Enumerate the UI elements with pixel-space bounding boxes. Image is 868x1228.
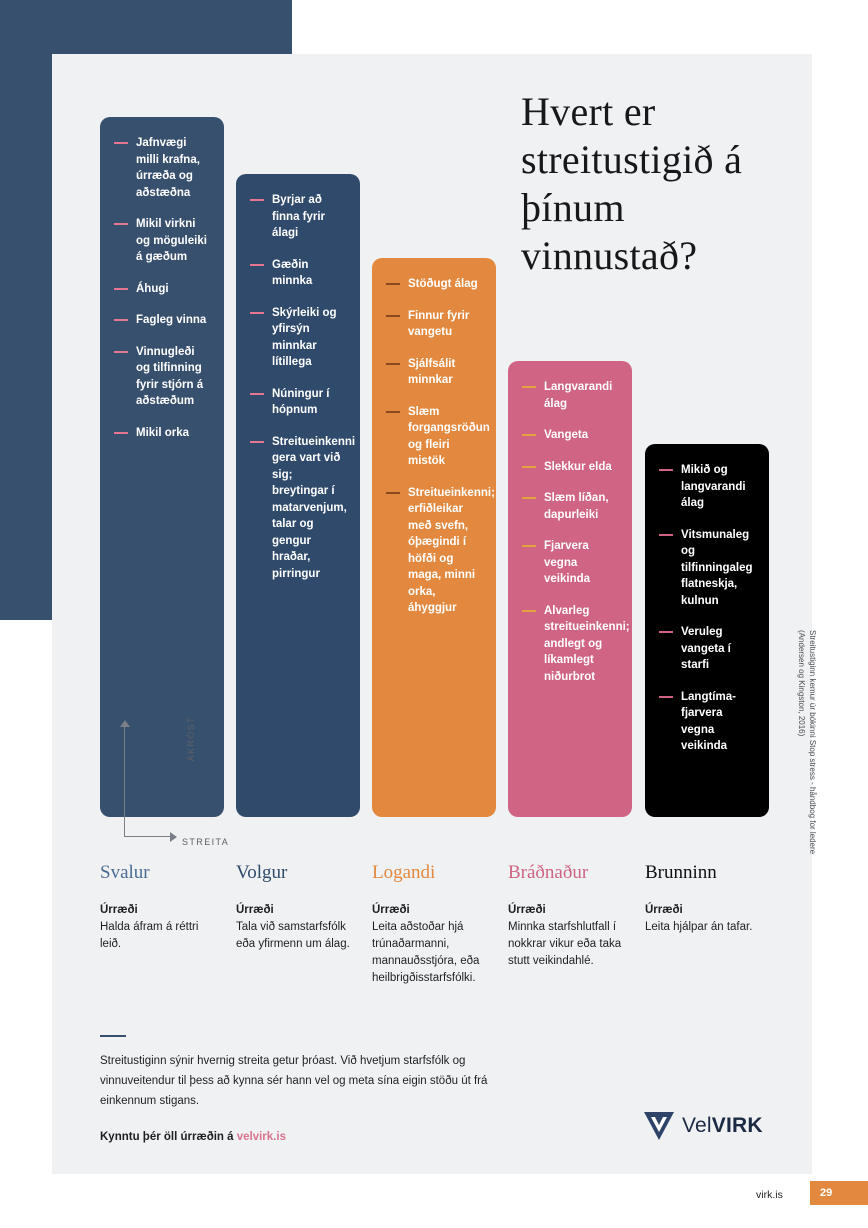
list-item-label: Stöðugt álag — [408, 278, 478, 290]
stage-bar-svalur — [100, 117, 224, 817]
list-item-label: Skýrleiki og yfirsýn minnkar lítillega — [272, 306, 337, 368]
footer-cta — [100, 1129, 530, 1146]
list-item-label: Gæðin minnka — [272, 258, 313, 287]
dash-icon — [659, 631, 673, 633]
list-item — [522, 379, 618, 412]
stage-bar-bradnadur — [508, 361, 632, 817]
list-item — [250, 434, 356, 583]
list-item — [386, 404, 490, 470]
stage-bar-logandi — [372, 258, 496, 817]
velvirk-logo — [644, 1110, 770, 1142]
stage-items-svalur — [114, 135, 210, 441]
list-item — [250, 386, 346, 419]
axis-vertical-label: ÁKRÓST — [186, 716, 196, 762]
list-item-label: Mikil orka — [136, 426, 190, 439]
list-item — [386, 276, 482, 293]
list-item-label: Núningur í hópnum — [272, 387, 330, 416]
dash-icon — [522, 386, 536, 388]
list-item — [386, 485, 495, 617]
dash-icon — [250, 312, 264, 314]
dash-icon — [386, 315, 400, 317]
logo-text-bold: VIRK — [711, 1114, 763, 1137]
list-item — [386, 356, 482, 389]
list-item — [114, 281, 210, 298]
page-footer-bar — [0, 1174, 868, 1228]
stage-name: Volgur — [236, 862, 288, 883]
list-item — [114, 344, 210, 410]
stage-items-brunninn — [659, 462, 755, 755]
list-item — [250, 257, 346, 290]
side-credit-text: Streitustiginn kemur úr bókinni Stop stress - håndbog for ledere (Andersen og Kingston, 2016) — [797, 630, 817, 855]
page-number: 29 — [820, 1187, 833, 1199]
axis-vertical-line — [124, 726, 125, 836]
list-item — [250, 305, 346, 371]
list-item — [114, 425, 210, 442]
list-item — [659, 462, 755, 512]
list-item-label: Slæm forgangsröðun og fleiri mistök — [408, 405, 490, 467]
resources-heading: Úrræði — [372, 904, 410, 916]
axis-horizontal-label: STREITA — [182, 837, 230, 847]
list-item-label: Vinnugleði og tilfinning fyrir stjórn á aðstæðum — [136, 345, 204, 407]
dash-icon — [114, 223, 128, 225]
dash-icon — [659, 696, 673, 698]
list-item-label: Sjálfsálit minnkar — [408, 357, 456, 386]
list-item-label: Langvarandi álag — [544, 381, 613, 410]
list-item — [522, 427, 618, 444]
list-item — [522, 538, 618, 588]
list-item — [659, 689, 755, 755]
list-item-label: Fagleg vinna — [136, 314, 207, 326]
resources-text: Halda áfram á réttri leið. — [100, 921, 199, 950]
footer-divider — [100, 1035, 126, 1037]
dash-icon — [250, 393, 264, 395]
list-item — [659, 527, 755, 610]
dash-icon — [250, 441, 264, 443]
resources-heading: Úrræði — [236, 904, 274, 916]
axis-vertical-arrow-icon — [120, 720, 130, 727]
resources-heading: Úrræði — [100, 904, 138, 916]
list-item — [522, 490, 618, 523]
stage-name: Bráðnaður — [508, 862, 589, 883]
resources-heading: Úrræði — [508, 904, 546, 916]
list-item — [114, 135, 210, 201]
stage-items-volgur — [250, 192, 356, 582]
dash-icon — [114, 142, 128, 144]
list-item — [522, 459, 618, 476]
dash-icon — [659, 469, 673, 471]
list-item-label: Finnur fyrir vangetu — [408, 309, 470, 338]
dash-icon — [522, 610, 536, 612]
list-item — [522, 603, 630, 686]
dash-icon — [250, 264, 264, 266]
resources-text: Tala við samstarfsfólk eða yfirmenn um álag. — [236, 921, 350, 950]
dash-icon — [114, 319, 128, 321]
list-item-label: Slekkur elda — [544, 460, 612, 473]
list-item-label: Byrjar að finna fyrir álagi — [272, 194, 326, 239]
list-item — [114, 312, 210, 329]
list-item — [659, 624, 755, 674]
dash-icon — [522, 545, 536, 547]
dash-icon — [386, 283, 400, 285]
dash-icon — [659, 534, 673, 536]
dash-icon — [250, 199, 264, 201]
stage-caption-logandi — [372, 862, 494, 987]
stage-items-bradnadur — [522, 379, 630, 685]
axis-horizontal-line — [124, 836, 170, 837]
list-item-label: Vangeta — [544, 429, 589, 441]
stage-items-logandi — [386, 276, 495, 617]
list-item-label: Vitsmunaleg og tilfinningaleg flatneskja, kulnun — [681, 528, 753, 607]
dash-icon — [522, 466, 536, 468]
stage-caption-brunninn — [645, 862, 767, 936]
stage-bar-brunninn — [645, 444, 769, 817]
stage-caption-svalur — [100, 862, 222, 953]
dash-icon — [386, 363, 400, 365]
dash-icon — [114, 288, 128, 290]
list-item — [386, 308, 482, 341]
stage-caption-volgur — [236, 862, 358, 953]
resources-text: Leita aðstoðar hjá trúnaðarmanni, mannauðsstjóra, eða heilbrigðisstarfsfólki. — [372, 921, 480, 984]
dash-icon — [114, 351, 128, 353]
list-item-label: Áhugi — [136, 282, 169, 295]
logo-text-light: Vel — [682, 1114, 712, 1137]
list-item — [250, 192, 346, 242]
dash-icon — [522, 497, 536, 499]
resources-text: Minnka starfshlutfall í nokkrar vikur eða taka stutt veikindahlé. — [508, 921, 622, 967]
list-item-label: Streitueinkenni gera vart við sig; breytingar í matarvenjum, talar og gengur hraðar, pirringur — [272, 435, 356, 580]
resources-heading: Úrræði — [645, 904, 683, 916]
footer-cta-link[interactable]: velvirk.is — [236, 1131, 286, 1143]
list-item-label: Mikið og langvarandi álag — [681, 464, 746, 509]
stage-name: Svalur — [100, 862, 150, 883]
dash-icon — [522, 434, 536, 436]
footer-cta-text: Kynntu þér öll úrræðin á — [100, 1131, 237, 1143]
resources-text: Leita hjálpar án tafar. — [645, 921, 753, 933]
list-item-label: Langtíma-fjarvera vegna veikinda — [681, 690, 736, 752]
velvirk-mark-icon — [644, 1112, 674, 1140]
list-item-label: Jafnvægi milli krafna, úrræða og aðstæðna — [136, 137, 200, 199]
list-item — [114, 216, 210, 266]
dash-icon — [386, 411, 400, 413]
list-item-label: Streitueinkenni; erfiðleikar með svefn, óþægindi í höfði og maga, minni orka, áhyggjur — [408, 486, 495, 614]
site-label: virk.is — [756, 1189, 783, 1201]
list-item-label: Fjarvera vegna veikinda — [544, 540, 591, 585]
stage-caption-bradnadur — [508, 862, 630, 970]
axis-horizontal-arrow-icon — [170, 832, 177, 842]
stage-name: Logandi — [372, 862, 436, 883]
dash-icon — [386, 492, 400, 494]
list-item-label: Veruleg vangeta í starfi — [681, 626, 731, 671]
list-item-label: Alvarleg streitueinkenni; andlegt og líkamlegt niðurbrot — [544, 604, 630, 683]
list-item-label: Slæm líðan, dapurleiki — [544, 492, 609, 521]
page-title: Hvert er streitustigið á þínum vinnustað? — [521, 89, 743, 278]
page-number-box — [810, 1181, 868, 1205]
dash-icon — [114, 432, 128, 434]
stage-bar-volgur — [236, 174, 360, 817]
list-item-label: Mikil virkni og möguleiki á gæðum — [136, 218, 207, 263]
stage-name: Brunninn — [645, 862, 717, 883]
footer-note: Streitustiginn sýnir hvernig streita getur þróast. Við hvetjum starfsfólk og vinnuveitendur til þess að kynna sér hann vel og meta sína eigin stöðu út frá einkennum stigans. — [100, 1055, 488, 1107]
velvirk-wordmark — [682, 1114, 763, 1138]
